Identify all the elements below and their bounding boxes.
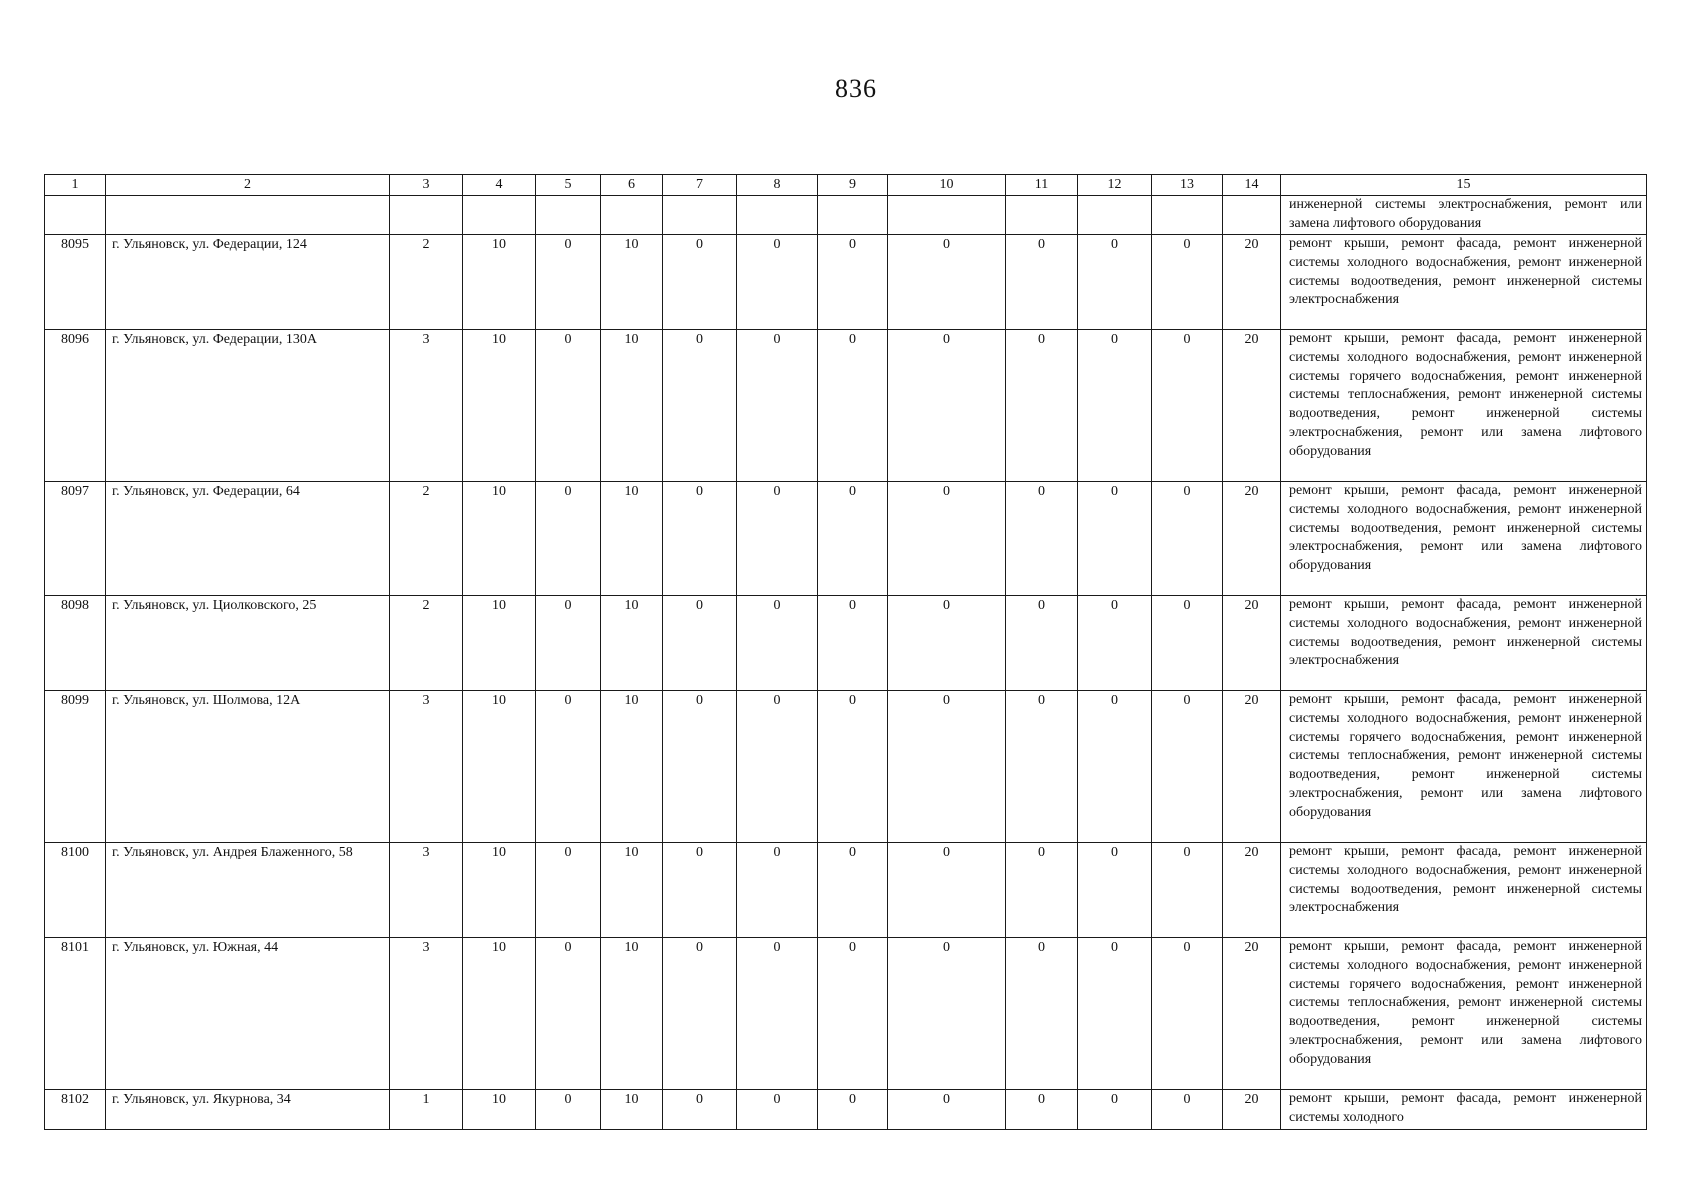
value-cell: 20	[1223, 482, 1281, 596]
value-cell: 0	[1078, 1090, 1152, 1130]
row-number-cell: 8095	[45, 235, 106, 330]
value-cell: 2	[390, 235, 463, 330]
value-cell: 0	[1006, 843, 1078, 938]
value-cell: 0	[663, 938, 737, 1090]
value-cell: 0	[888, 482, 1006, 596]
value-cell: 0	[818, 843, 888, 938]
value-cell: 20	[1223, 691, 1281, 843]
value-cell: 10	[463, 482, 536, 596]
value-cell: 3	[390, 330, 463, 482]
value-cell: 0	[818, 691, 888, 843]
address-cell: г. Ульяновск, ул. Федерации, 124	[106, 235, 390, 330]
column-header: 6	[601, 175, 663, 196]
table-row	[45, 330, 1647, 482]
table-cell	[1078, 196, 1152, 235]
value-cell: 0	[1152, 843, 1223, 938]
value-cell: 0	[536, 482, 601, 596]
value-cell: 0	[818, 330, 888, 482]
value-cell: 0	[536, 596, 601, 691]
value-cell: 0	[1152, 330, 1223, 482]
table-row	[45, 691, 1647, 843]
value-cell: 0	[663, 843, 737, 938]
page-number: 836	[835, 74, 877, 103]
table-cell	[818, 196, 888, 235]
value-cell: 10	[601, 691, 663, 843]
column-number-row	[45, 175, 1647, 196]
value-cell: 10	[601, 596, 663, 691]
value-cell: 0	[1006, 235, 1078, 330]
value-cell: 20	[1223, 843, 1281, 938]
address-cell: г. Ульяновск, ул. Якурнова, 34	[106, 1090, 390, 1130]
continuation-row	[45, 196, 1647, 235]
address-cell: г. Ульяновск, ул. Федерации, 64	[106, 482, 390, 596]
table-cell	[463, 196, 536, 235]
value-cell: 0	[536, 691, 601, 843]
value-cell: 10	[463, 330, 536, 482]
value-cell: 0	[888, 596, 1006, 691]
value-cell: 0	[663, 596, 737, 691]
table-row	[45, 482, 1647, 596]
value-cell: 0	[1078, 235, 1152, 330]
value-cell: 0	[1078, 938, 1152, 1090]
value-cell: 10	[601, 330, 663, 482]
repair-works-cell: ремонт крыши, ремонт фасада, ремонт инженерной системы холодного водоснабжения, ремонт инженерной системы водоотведения, ремонт инженерной системы электроснабжения	[1281, 235, 1647, 330]
value-cell: 10	[463, 235, 536, 330]
address-cell: г. Ульяновск, ул. Циолковского, 25	[106, 596, 390, 691]
value-cell: 10	[601, 1090, 663, 1130]
table-cell	[601, 196, 663, 235]
repair-works-cell: ремонт крыши, ремонт фасада, ремонт инженерной системы холодного	[1281, 1090, 1647, 1130]
repair-works-cell: ремонт крыши, ремонт фасада, ремонт инженерной системы холодного водоснабжения, ремонт инженерной системы водоотведения, ремонт инженерной системы электроснабжения, ремонт или замена лифтового оборудования	[1281, 482, 1647, 596]
table-cell	[737, 196, 818, 235]
value-cell: 10	[463, 1090, 536, 1130]
value-cell: 0	[1152, 235, 1223, 330]
column-header: 7	[663, 175, 737, 196]
table-cell	[1152, 196, 1223, 235]
value-cell: 10	[463, 843, 536, 938]
repair-works-cell: инженерной системы электроснабжения, ремонт или замена лифтового оборудования	[1281, 196, 1647, 235]
value-cell: 1	[390, 1090, 463, 1130]
address-cell: г. Ульяновск, ул. Андрея Блаженного, 58	[106, 843, 390, 938]
value-cell: 0	[1152, 691, 1223, 843]
value-cell: 0	[536, 938, 601, 1090]
value-cell: 0	[1006, 691, 1078, 843]
value-cell: 0	[1006, 1090, 1078, 1130]
repair-works-cell: ремонт крыши, ремонт фасада, ремонт инженерной системы холодного водоснабжения, ремонт инженерной системы горячего водоснабжения, ремонт инженерной системы теплоснабжения, ремонт инженерной системы водоотведения, ремонт инженерной системы электроснабжения, ремонт или замена лифтового оборудования	[1281, 691, 1647, 843]
value-cell: 20	[1223, 235, 1281, 330]
value-cell: 0	[1078, 691, 1152, 843]
address-cell: г. Ульяновск, ул. Шолмова, 12А	[106, 691, 390, 843]
value-cell: 20	[1223, 330, 1281, 482]
value-cell: 10	[601, 482, 663, 596]
column-header: 5	[536, 175, 601, 196]
column-header: 11	[1006, 175, 1078, 196]
value-cell: 0	[1152, 938, 1223, 1090]
address-cell: г. Ульяновск, ул. Федерации, 130А	[106, 330, 390, 482]
value-cell: 0	[536, 330, 601, 482]
repair-works-cell: ремонт крыши, ремонт фасада, ремонт инженерной системы холодного водоснабжения, ремонт инженерной системы водоотведения, ремонт инженерной системы электроснабжения	[1281, 843, 1647, 938]
value-cell: 0	[1006, 482, 1078, 596]
table-cell	[106, 196, 390, 235]
value-cell: 0	[737, 596, 818, 691]
value-cell: 0	[663, 330, 737, 482]
value-cell: 0	[888, 938, 1006, 1090]
column-header: 9	[818, 175, 888, 196]
value-cell: 0	[663, 691, 737, 843]
column-header: 2	[106, 175, 390, 196]
value-cell: 0	[1006, 938, 1078, 1090]
row-number-cell: 8101	[45, 938, 106, 1090]
column-header: 8	[737, 175, 818, 196]
row-number-cell: 8102	[45, 1090, 106, 1130]
column-header: 12	[1078, 175, 1152, 196]
value-cell: 0	[888, 235, 1006, 330]
value-cell: 20	[1223, 1090, 1281, 1130]
table-row	[45, 1090, 1647, 1130]
value-cell: 10	[463, 691, 536, 843]
table-cell	[1223, 196, 1281, 235]
row-number-cell: 8099	[45, 691, 106, 843]
value-cell: 0	[888, 691, 1006, 843]
value-cell: 0	[1006, 596, 1078, 691]
repair-works-cell: ремонт крыши, ремонт фасада, ремонт инженерной системы холодного водоснабжения, ремонт инженерной системы водоотведения, ремонт инженерной системы электроснабжения	[1281, 596, 1647, 691]
value-cell: 0	[737, 1090, 818, 1130]
table-row	[45, 596, 1647, 691]
value-cell: 0	[536, 843, 601, 938]
column-header: 14	[1223, 175, 1281, 196]
value-cell: 10	[463, 938, 536, 1090]
row-number-cell: 8100	[45, 843, 106, 938]
table-row	[45, 843, 1647, 938]
value-cell: 0	[818, 596, 888, 691]
value-cell: 0	[888, 330, 1006, 482]
value-cell: 0	[818, 1090, 888, 1130]
column-header: 13	[1152, 175, 1223, 196]
value-cell: 0	[737, 330, 818, 482]
row-number-cell: 8098	[45, 596, 106, 691]
value-cell: 0	[1078, 330, 1152, 482]
value-cell: 3	[390, 843, 463, 938]
row-number-cell: 8097	[45, 482, 106, 596]
value-cell: 20	[1223, 938, 1281, 1090]
value-cell: 10	[601, 938, 663, 1090]
value-cell: 0	[737, 843, 818, 938]
table-cell	[536, 196, 601, 235]
table-cell	[45, 196, 106, 235]
value-cell: 0	[1152, 1090, 1223, 1130]
value-cell: 0	[663, 1090, 737, 1130]
value-cell: 0	[1078, 482, 1152, 596]
repair-program-table	[44, 174, 1647, 1130]
table-cell	[888, 196, 1006, 235]
table-row	[45, 938, 1647, 1090]
repair-works-cell: ремонт крыши, ремонт фасада, ремонт инженерной системы холодного водоснабжения, ремонт инженерной системы горячего водоснабжения, ремонт инженерной системы теплоснабжения, ремонт инженерной системы водоотведения, ремонт инженерной системы электроснабжения, ремонт или замена лифтового оборудования	[1281, 330, 1647, 482]
value-cell: 0	[1078, 596, 1152, 691]
value-cell: 0	[737, 691, 818, 843]
value-cell: 20	[1223, 596, 1281, 691]
value-cell: 0	[818, 482, 888, 596]
value-cell: 10	[601, 235, 663, 330]
address-cell: г. Ульяновск, ул. Южная, 44	[106, 938, 390, 1090]
table-cell	[1006, 196, 1078, 235]
value-cell: 10	[601, 843, 663, 938]
value-cell: 0	[888, 1090, 1006, 1130]
column-header: 3	[390, 175, 463, 196]
value-cell: 0	[536, 235, 601, 330]
value-cell: 0	[536, 1090, 601, 1130]
value-cell: 0	[663, 235, 737, 330]
value-cell: 0	[1152, 482, 1223, 596]
table-cell	[663, 196, 737, 235]
value-cell: 0	[1006, 330, 1078, 482]
value-cell: 0	[737, 235, 818, 330]
table-row	[45, 235, 1647, 330]
row-number-cell: 8096	[45, 330, 106, 482]
value-cell: 3	[390, 691, 463, 843]
value-cell: 0	[818, 938, 888, 1090]
repair-works-cell: ремонт крыши, ремонт фасада, ремонт инженерной системы холодного водоснабжения, ремонт инженерной системы горячего водоснабжения, ремонт инженерной системы теплоснабжения, ремонт инженерной системы водоотведения, ремонт инженерной системы электроснабжения, ремонт или замена лифтового оборудования	[1281, 938, 1647, 1090]
value-cell: 0	[888, 843, 1006, 938]
value-cell: 0	[737, 938, 818, 1090]
column-header: 4	[463, 175, 536, 196]
column-header: 15	[1281, 175, 1647, 196]
value-cell: 0	[663, 482, 737, 596]
value-cell: 0	[737, 482, 818, 596]
value-cell: 0	[818, 235, 888, 330]
value-cell: 0	[1152, 596, 1223, 691]
column-header: 1	[45, 175, 106, 196]
column-header: 10	[888, 175, 1006, 196]
value-cell: 2	[390, 596, 463, 691]
value-cell: 2	[390, 482, 463, 596]
value-cell: 3	[390, 938, 463, 1090]
value-cell: 10	[463, 596, 536, 691]
table-cell	[390, 196, 463, 235]
value-cell: 0	[1078, 843, 1152, 938]
